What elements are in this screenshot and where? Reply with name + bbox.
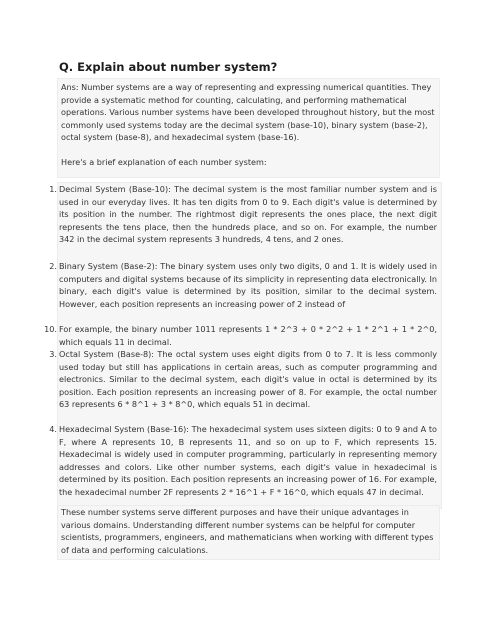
- answer-intro-block: [57, 78, 440, 178]
- list-item-number: 10.: [44, 324, 57, 334]
- list-item-number: 3.: [49, 349, 57, 359]
- list-item-text: Octal System (Base-8): The octal system uses eight digits from 0 to 7. It is less commonly used today but still has applications in certain areas, such as computer programming and electronics. Similar to the decimal system, each digit's value in octal is determined by its position. Each position represents an increasing power of 8. For example, the octal number 63 represents 6 * 8^1 + 3 * 8^0, which equals 51 in decimal.: [59, 349, 437, 409]
- lead-in-text: Here's a brief explanation of each number system:: [61, 156, 267, 167]
- list-item-number: 1.: [49, 184, 57, 194]
- list-item-text: Decimal System (Base-10): The decimal system is the most familiar number system and is used in our everyday lives. It has ten digits from 0 to 9. Each digit's value is determined by its position in the number. The rightmost digit represents the ones place, the next digit represents the tens place, then the hundreds place, and so on. For example, the number 342 in the decimal system represents 3 hundreds, 4 tens, and 2 ones.: [59, 184, 437, 244]
- list-item-number: 2.: [49, 261, 57, 271]
- conclusion-block: [57, 505, 440, 560]
- conclusion-text: These number systems serve different purposes and have their unique advantages in various domains. Understanding different number systems can be helpful for computer scientists, programmers, engineers, and mathematicians when working with different types of data and performing calculations.: [61, 507, 434, 555]
- list-item-text: Binary System (Base-2): The binary system uses only two digits, 0 and 1. It is widely used in computers and digital systems because of its simplicity in representing data electronically. In binary, each digit's value is determined by its position, similar to the decimal system. However, each position represents an increasing power of 2 instead of: [59, 261, 437, 309]
- answer-intro-text: Ans: Number systems are a way of representing and expressing numerical quantities. They provide a systematic method for counting, calculating, and performing mathematical operations. Various number systems have been developed throughout history, but the most commonly used systems today are the decimal system (base-10), binary system (base-2), octal system (base-8), and hexadecimal system (base-16).: [61, 82, 435, 142]
- list-item-text: Hexadecimal System (Base-16): The hexadecimal system uses sixteen digits: 0 to 9 and A to F, where A represents 10, B represents 11, and so on up to F, which represents 15. Hexadecimal is widely used in computer programming, particularly in representing memory addresses and colors. Like other number systems, each digit's value in hexadecimal is determined by its position. Each position represents an increasing power of 16. For example, the hexadecimal number 2F represents 2 * 16^1 + F * 16^0, which equals 47 in decimal.: [59, 424, 437, 497]
- list-item-text: For example, the binary number 1011 represents 1 * 2^3 + 0 * 2^2 + 1 * 2^1 + 1 * 2^0, which equals 11 in decimal.: [59, 324, 437, 347]
- list-item-number: 4.: [49, 424, 57, 434]
- question-heading: Q. Explain about number system?: [59, 60, 278, 74]
